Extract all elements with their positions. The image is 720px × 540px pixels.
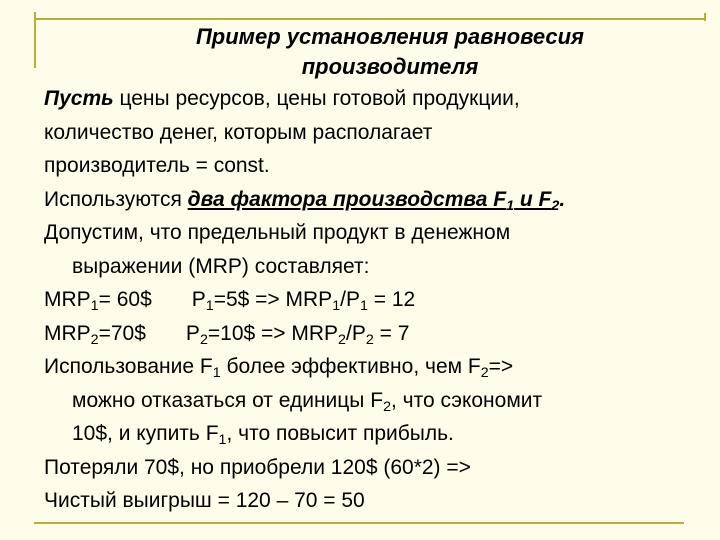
text-span: два фактора производства F: [187, 187, 507, 211]
title-line-2: производителя: [301, 54, 479, 79]
text-span: .: [559, 187, 566, 211]
slide-title: [60, 22, 720, 82]
text-span: MRP: [44, 288, 91, 311]
text-span: более эффективно, чем F: [220, 355, 481, 378]
text-span: =5$ => MRP: [213, 288, 333, 311]
text-span: =>: [488, 355, 514, 378]
underlined-factors: [187, 187, 560, 214]
body-line-11: [44, 417, 708, 451]
decorative-corner-tick: [704, 13, 706, 21]
subscript: 1: [218, 431, 227, 448]
decorative-top-line: [34, 18, 706, 20]
text-span: =10$ => MRP: [207, 321, 339, 345]
subscript: 2: [551, 197, 560, 214]
subscript: 2: [383, 398, 391, 415]
slide-body: [44, 82, 708, 518]
body-line-2: количество денег, которым располагает: [44, 120, 433, 144]
body-line-8: [44, 317, 708, 351]
text-span: =70$: [98, 321, 146, 345]
subscript: 1: [359, 297, 368, 314]
text-span: /P: [345, 321, 366, 345]
body-line-6: выражении (MRP) составляет:: [72, 254, 370, 278]
subscript: 1: [205, 297, 214, 314]
text-span: , что повысит прибыль.: [226, 422, 454, 445]
body-line-9: [44, 350, 708, 384]
subscript: 2: [365, 331, 374, 348]
text-span: и F: [514, 187, 552, 211]
body-line-7: [44, 283, 708, 317]
text-span: цены ресурсов, цены готовой продукции,: [113, 87, 520, 110]
subscript: 2: [338, 331, 346, 348]
text-span: = 60$: [98, 288, 152, 311]
text-span: , что сэкономит: [391, 388, 543, 412]
text-span: = 7: [373, 321, 410, 345]
body-line-13: Чистый выигрыш = 120 – 70 = 50: [44, 489, 365, 512]
emphasis-word: Пусть: [44, 87, 114, 110]
body-line-10: [44, 384, 708, 418]
text-span: 10$, и купить F: [72, 422, 219, 445]
decorative-bottom-line: [34, 522, 684, 524]
text-span: MRP: [44, 321, 91, 345]
subscript: 1: [212, 364, 221, 381]
text-span: Использование F: [44, 355, 213, 378]
subscript: 2: [480, 364, 489, 381]
text-span: Используются: [44, 187, 188, 211]
subscript: 2: [199, 331, 208, 348]
text-span: можно отказаться от единицы F: [72, 388, 384, 412]
body-line-3: производитель = const.: [44, 154, 270, 177]
body-line-1: [44, 82, 708, 116]
text-span: = 12: [367, 288, 416, 311]
text-span: P: [191, 288, 206, 311]
decorative-vertical-line: [34, 12, 36, 68]
subscript: 1: [506, 197, 515, 214]
text-span: /P: [340, 288, 360, 311]
body-line-4: [44, 183, 708, 217]
body-line-5: Допустим, что предельный продукт в денежном: [44, 221, 511, 244]
text-span: P: [185, 321, 200, 345]
subscript: 1: [332, 297, 341, 314]
subscript: 2: [90, 331, 99, 348]
body-line-12: Потеряли 70$, но приобрели 120$ (60*2) =>: [44, 455, 471, 479]
title-line-1: Пример установления равновесия: [195, 24, 585, 49]
subscript: 1: [90, 297, 99, 314]
